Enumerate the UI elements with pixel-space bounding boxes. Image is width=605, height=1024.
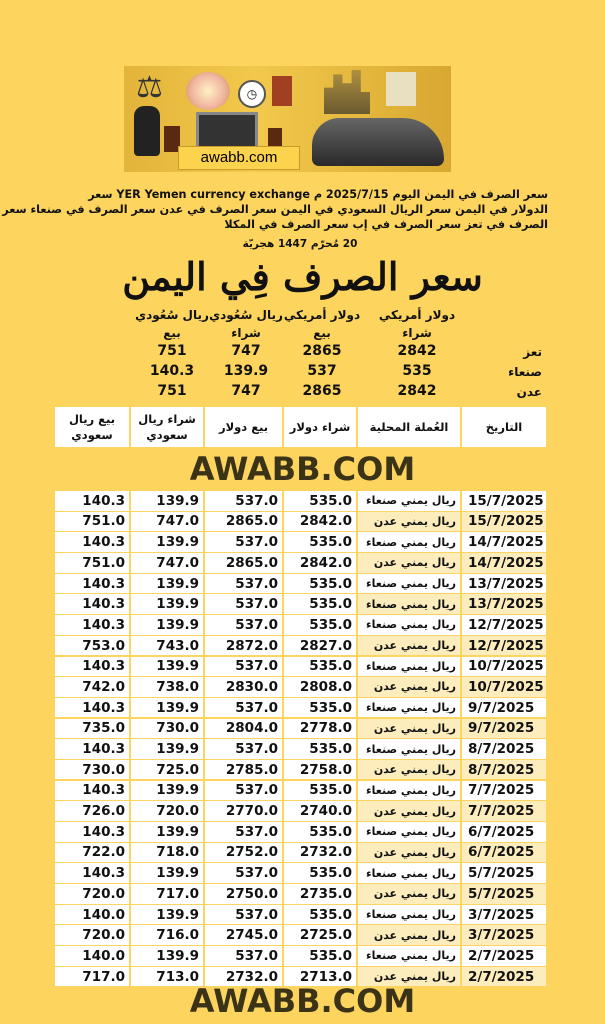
summary-city-sanaa: صنعاء: [508, 365, 542, 379]
people-icon: [386, 72, 416, 106]
cell-date: 8/7/2025: [462, 739, 546, 759]
summary-value: 2865: [302, 383, 342, 399]
cell-currency: ريال يمني عدن: [358, 677, 460, 697]
cell-sar-sell: 140.3: [55, 491, 129, 511]
cell-usd-buy: 2778.0: [284, 719, 356, 739]
cell-currency: ريال يمني عدن: [358, 967, 460, 987]
table-row: [55, 801, 546, 821]
table-row: [55, 760, 546, 780]
cell-usd-sell: 537.0: [205, 946, 282, 966]
cell-sar-sell: 140.3: [55, 532, 129, 552]
cell-usd-buy: 2808.0: [284, 677, 356, 697]
hijri-date: 20 مُحرّم 1447 هجريّة: [242, 238, 358, 250]
cell-sar-sell: 720.0: [55, 925, 129, 945]
summary-value: 747: [231, 383, 261, 399]
cell-usd-buy: 2740.0: [284, 801, 356, 821]
flower-icon: [186, 72, 230, 110]
cell-usd-buy: 2725.0: [284, 925, 356, 945]
cell-sar-sell: 751.0: [55, 553, 129, 573]
cell-usd-sell: 537.0: [205, 863, 282, 883]
buildings-icon: [324, 70, 370, 114]
cell-currency: ريال يمني عدن: [358, 843, 460, 863]
cell-sar-buy: 139.9: [131, 657, 203, 677]
cell-currency: ريال يمني صنعاء: [358, 615, 460, 635]
cell-date: 6/7/2025: [462, 843, 546, 863]
cell-usd-sell: 2752.0: [205, 843, 282, 863]
cell-usd-sell: 537.0: [205, 491, 282, 511]
site-logo: awabb.com: [178, 146, 300, 170]
cell-sar-buy: 717.0: [131, 884, 203, 904]
cell-usd-sell: 2770.0: [205, 801, 282, 821]
cell-sar-buy: 139.9: [131, 574, 203, 594]
summary-value: 2865: [302, 343, 342, 359]
cell-date: 10/7/2025: [462, 677, 546, 697]
cell-usd-sell: 2830.0: [205, 677, 282, 697]
cell-currency: ريال يمني عدن: [358, 636, 460, 656]
table-row: [55, 781, 546, 801]
table-row: [55, 657, 546, 677]
cell-sar-buy: 139.9: [131, 946, 203, 966]
cell-currency: ريال يمني عدن: [358, 925, 460, 945]
cell-date: 5/7/2025: [462, 884, 546, 904]
cell-date: 10/7/2025: [462, 657, 546, 677]
cell-date: 9/7/2025: [462, 698, 546, 718]
table-row: [55, 698, 546, 718]
summary-value: 747: [231, 343, 261, 359]
clock-icon: ◷: [238, 80, 266, 108]
cell-date: 13/7/2025: [462, 594, 546, 614]
cell-currency: ريال يمني صنعاء: [358, 657, 460, 677]
cell-sar-sell: 742.0: [55, 677, 129, 697]
summary-value: 537: [307, 363, 337, 379]
summary-header-sar-sell: ريال سُعُودي بيع: [135, 308, 209, 340]
cell-sar-sell: 140.3: [55, 863, 129, 883]
cell-sar-sell: 140.0: [55, 905, 129, 925]
cell-usd-sell: 2865.0: [205, 512, 282, 532]
cell-sar-sell: 140.3: [55, 739, 129, 759]
table-row: [55, 532, 546, 552]
cell-currency: ريال يمني صنعاء: [358, 532, 460, 552]
table-row: [55, 512, 546, 532]
cell-currency: ريال يمني صنعاء: [358, 822, 460, 842]
cell-sar-buy: 139.9: [131, 698, 203, 718]
table-row: [55, 719, 546, 739]
cell-usd-buy: 535.0: [284, 946, 356, 966]
cell-usd-sell: 537.0: [205, 532, 282, 552]
cell-currency: ريال يمني عدن: [358, 801, 460, 821]
cell-currency: ريال يمني عدن: [358, 553, 460, 573]
summary-value: 751: [157, 383, 187, 399]
cell-usd-sell: 2750.0: [205, 884, 282, 904]
summary-value: 751: [157, 343, 187, 359]
table-row: [55, 739, 546, 759]
cell-usd-buy: 2758.0: [284, 760, 356, 780]
cell-sar-sell: 140.3: [55, 574, 129, 594]
cell-usd-sell: 537.0: [205, 574, 282, 594]
cell-date: 14/7/2025: [462, 532, 546, 552]
cell-sar-buy: 139.9: [131, 532, 203, 552]
table-row: [55, 884, 546, 904]
cell-date: 14/7/2025: [462, 553, 546, 573]
cell-sar-sell: 140.3: [55, 822, 129, 842]
cell-currency: ريال يمني صنعاء: [358, 491, 460, 511]
table-row: [55, 636, 546, 656]
cell-sar-sell: 140.3: [55, 657, 129, 677]
cell-sar-buy: 747.0: [131, 512, 203, 532]
cell-usd-buy: 535.0: [284, 905, 356, 925]
table-header: [55, 407, 546, 447]
cell-currency: ريال يمني صنعاء: [358, 781, 460, 801]
cell-sar-buy: 720.0: [131, 801, 203, 821]
cell-usd-buy: 2827.0: [284, 636, 356, 656]
summary-value: 139.9: [223, 363, 269, 379]
column-header-sar-sell: بيع ريال سعودي: [55, 407, 129, 447]
cell-currency: ريال يمني صنعاء: [358, 698, 460, 718]
cell-sar-buy: 747.0: [131, 553, 203, 573]
summary-header-usd-buy: دولار أمريكي شراء: [378, 308, 456, 340]
cell-usd-buy: 535.0: [284, 739, 356, 759]
cell-date: 12/7/2025: [462, 615, 546, 635]
cell-date: 9/7/2025: [462, 719, 546, 739]
table-row: [55, 946, 546, 966]
cell-usd-sell: 537.0: [205, 698, 282, 718]
cell-date: 7/7/2025: [462, 781, 546, 801]
cell-sar-sell: 140.3: [55, 781, 129, 801]
cell-sar-sell: 717.0: [55, 967, 129, 987]
table-row: [55, 863, 546, 883]
cell-sar-buy: 738.0: [131, 677, 203, 697]
cell-usd-buy: 535.0: [284, 491, 356, 511]
photo-icon: [272, 76, 292, 106]
cell-usd-buy: 535.0: [284, 657, 356, 677]
cell-usd-sell: 537.0: [205, 739, 282, 759]
table-row: [55, 594, 546, 614]
cell-sar-buy: 139.9: [131, 491, 203, 511]
cell-usd-sell: 537.0: [205, 657, 282, 677]
cell-date: 12/7/2025: [462, 636, 546, 656]
cell-usd-sell: 2732.0: [205, 967, 282, 987]
column-header-usd-sell: بيع دولار: [205, 407, 282, 447]
header-line-1: سعر الصرف في اليمن اليوم 2025/7/15 م YER Yemen currency exchange سعر: [88, 188, 548, 201]
cell-sar-sell: 722.0: [55, 843, 129, 863]
dress-icon: [134, 106, 160, 156]
table-row: [55, 925, 546, 945]
watermark-bottom: AWABB.COM: [189, 982, 416, 1020]
summary-city-taiz: تعز: [523, 345, 542, 359]
summary-value: 2842: [397, 383, 437, 399]
cell-sar-sell: 753.0: [55, 636, 129, 656]
column-header-date: التاريخ: [462, 407, 546, 447]
cell-usd-sell: 2785.0: [205, 760, 282, 780]
cell-date: 13/7/2025: [462, 574, 546, 594]
table-row: [55, 843, 546, 863]
header-line-2: الدولار في اليمن سعر الريال السعودي في اليمن سعر الصرف في عدن سعر الصرف في صنعاء سعر: [2, 203, 548, 216]
table-row: [55, 574, 546, 594]
cell-sar-sell: 726.0: [55, 801, 129, 821]
table-row: [55, 822, 546, 842]
cell-usd-sell: 537.0: [205, 781, 282, 801]
cell-date: 15/7/2025: [462, 512, 546, 532]
cell-sar-sell: 735.0: [55, 719, 129, 739]
cell-currency: ريال يمني صنعاء: [358, 574, 460, 594]
cell-currency: ريال يمني صنعاء: [358, 946, 460, 966]
cell-date: 3/7/2025: [462, 925, 546, 945]
cell-currency: ريال يمني عدن: [358, 884, 460, 904]
table-row: [55, 677, 546, 697]
banner-image: [124, 66, 451, 172]
page-title: سعر الصرف فِي اليمن: [122, 254, 483, 299]
cell-sar-buy: 139.9: [131, 781, 203, 801]
cell-usd-buy: 535.0: [284, 532, 356, 552]
cell-date: 15/7/2025: [462, 491, 546, 511]
table-row: [55, 491, 546, 511]
cell-currency: ريال يمني عدن: [358, 719, 460, 739]
header-line-3: الصرف في تعز سعر الصرف في إب سعر الصرف في المكلا: [224, 218, 548, 231]
cell-usd-buy: 2732.0: [284, 843, 356, 863]
cell-usd-buy: 535.0: [284, 698, 356, 718]
cell-sar-buy: 725.0: [131, 760, 203, 780]
cell-sar-buy: 139.9: [131, 615, 203, 635]
rates-table: [55, 491, 546, 988]
table-row: [55, 905, 546, 925]
cell-date: 6/7/2025: [462, 822, 546, 842]
car-icon: [312, 118, 444, 166]
cell-sar-buy: 743.0: [131, 636, 203, 656]
cell-usd-sell: 537.0: [205, 905, 282, 925]
cell-sar-sell: 140.3: [55, 615, 129, 635]
cell-usd-buy: 2735.0: [284, 884, 356, 904]
cell-usd-sell: 2745.0: [205, 925, 282, 945]
cell-usd-buy: 535.0: [284, 781, 356, 801]
scale-icon: ⚖: [136, 70, 163, 105]
cell-usd-sell: 2804.0: [205, 719, 282, 739]
cell-date: 5/7/2025: [462, 863, 546, 883]
column-header-currency: العُملة المحلية: [358, 407, 460, 447]
cell-date: 2/7/2025: [462, 967, 546, 987]
cell-usd-sell: 537.0: [205, 615, 282, 635]
cell-date: 2/7/2025: [462, 946, 546, 966]
cell-sar-buy: 716.0: [131, 925, 203, 945]
cell-sar-buy: 730.0: [131, 719, 203, 739]
cell-date: 3/7/2025: [462, 905, 546, 925]
cell-currency: ريال يمني صنعاء: [358, 905, 460, 925]
cell-sar-buy: 718.0: [131, 843, 203, 863]
cell-sar-buy: 139.9: [131, 863, 203, 883]
cell-usd-sell: 537.0: [205, 594, 282, 614]
cell-usd-buy: 535.0: [284, 822, 356, 842]
cell-usd-buy: 535.0: [284, 594, 356, 614]
cell-sar-sell: 140.3: [55, 594, 129, 614]
cell-sar-buy: 139.9: [131, 739, 203, 759]
cell-currency: ريال يمني عدن: [358, 512, 460, 532]
cell-currency: ريال يمني صنعاء: [358, 739, 460, 759]
cell-sar-sell: 720.0: [55, 884, 129, 904]
cell-sar-sell: 140.0: [55, 946, 129, 966]
cell-date: 8/7/2025: [462, 760, 546, 780]
watermark-top: AWABB.COM: [189, 450, 416, 488]
cell-sar-buy: 713.0: [131, 967, 203, 987]
cell-usd-buy: 2713.0: [284, 967, 356, 987]
cell-sar-buy: 139.9: [131, 822, 203, 842]
cell-sar-sell: 140.3: [55, 698, 129, 718]
summary-value: 535: [402, 363, 432, 379]
cell-currency: ريال يمني صنعاء: [358, 594, 460, 614]
summary-header-usd-sell: دولار أمريكي بيع: [283, 308, 361, 340]
cell-usd-sell: 2865.0: [205, 553, 282, 573]
cell-usd-buy: 535.0: [284, 615, 356, 635]
summary-value: 140.3: [149, 363, 195, 379]
column-header-usd-buy: شراء دولار: [284, 407, 356, 447]
cell-usd-sell: 2872.0: [205, 636, 282, 656]
cell-usd-buy: 535.0: [284, 863, 356, 883]
cell-date: 7/7/2025: [462, 801, 546, 821]
cell-usd-buy: 2842.0: [284, 553, 356, 573]
cell-currency: ريال يمني صنعاء: [358, 863, 460, 883]
cell-sar-buy: 139.9: [131, 594, 203, 614]
cell-currency: ريال يمني عدن: [358, 760, 460, 780]
summary-city-aden: عدن: [516, 385, 542, 399]
cell-usd-buy: 535.0: [284, 574, 356, 594]
cell-sar-sell: 751.0: [55, 512, 129, 532]
table-row: [55, 553, 546, 573]
column-header-sar-buy: شراء ريال سعودي: [131, 407, 203, 447]
cell-sar-buy: 139.9: [131, 905, 203, 925]
summary-header-sar-buy: ريال سُعُودي شراء: [209, 308, 283, 340]
table-row: [55, 615, 546, 635]
cell-sar-sell: 730.0: [55, 760, 129, 780]
cell-usd-sell: 537.0: [205, 822, 282, 842]
summary-value: 2842: [397, 343, 437, 359]
cell-usd-buy: 2842.0: [284, 512, 356, 532]
